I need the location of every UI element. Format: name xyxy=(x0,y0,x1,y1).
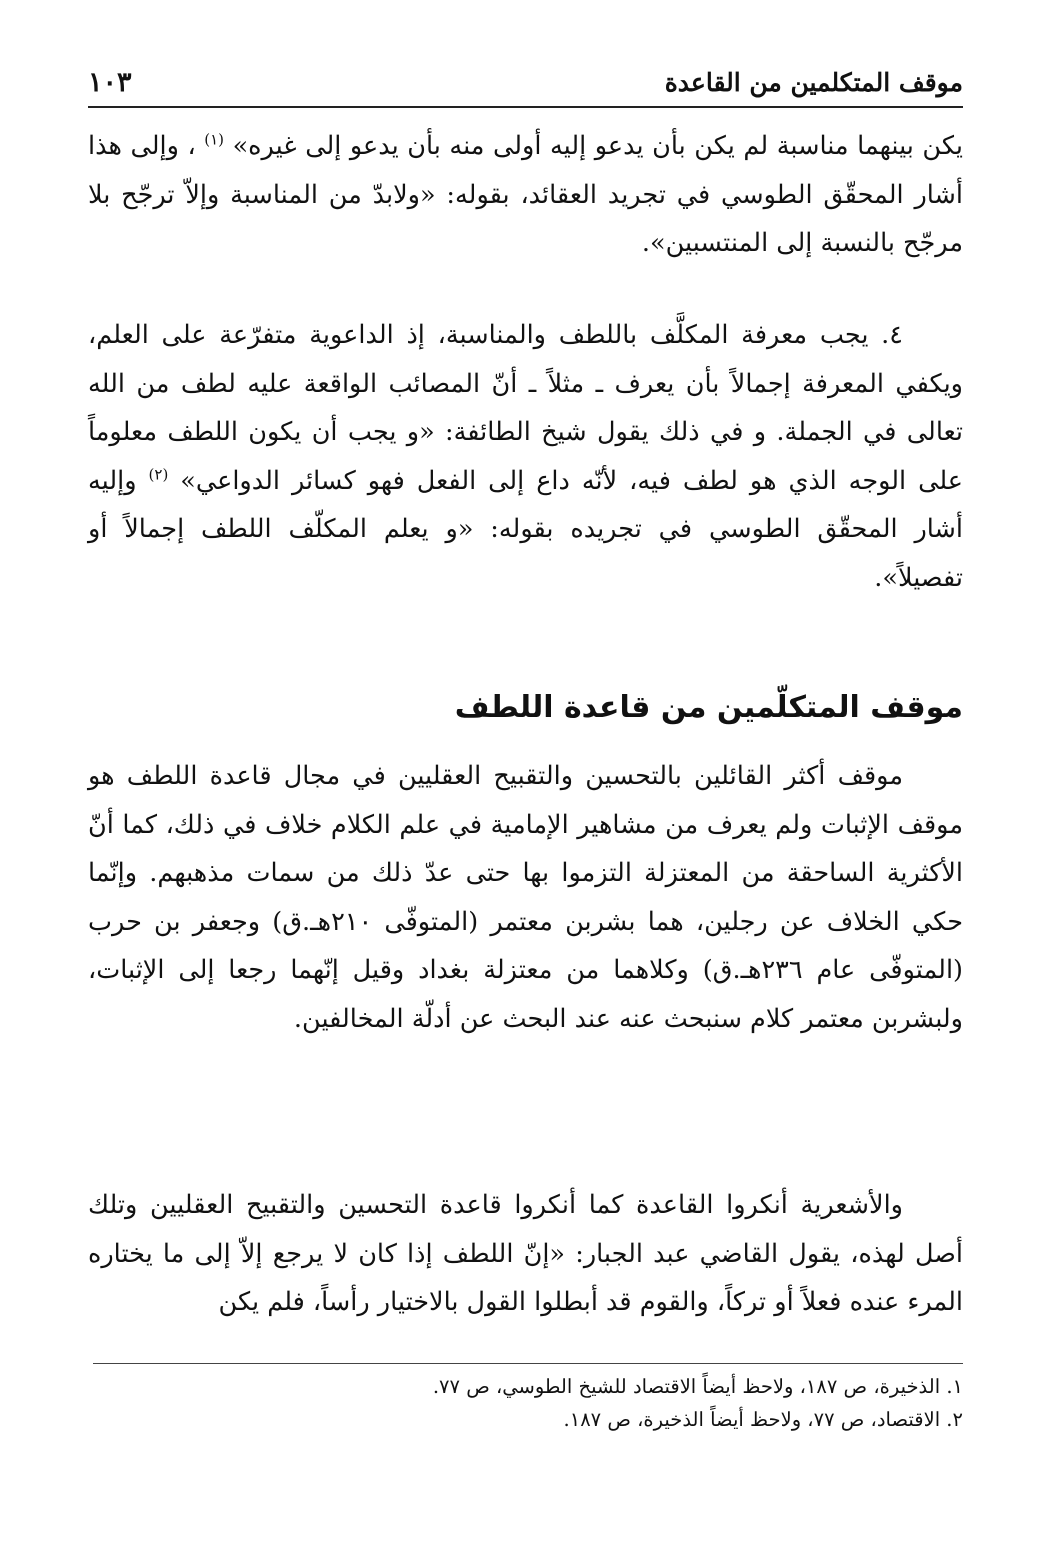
footnote-divider xyxy=(93,1363,963,1364)
paragraph-point-4 xyxy=(88,311,963,602)
footnote-ref-1: (١) xyxy=(204,130,225,149)
paragraph-text: والأشعرية أنكروا القاعدة كما أنكروا قاعدة التحسين والتقبيح العقليين وتلك أصل لهذه، يقول القاضي عبد الجبار: «إنّ اللطف إذا كان لا يرجع إلاّ إلى ما يختاره المرء عنده فعلاً أو تركاً، والقوم قد أبطلوا القول بالاختيار رأساً، فلم يكن xyxy=(88,1190,963,1317)
paragraph-text: يكن بينهما مناسبة لم يكن بأن يدعو إليه أولى منه بأن يدعو إلى غيره» xyxy=(232,131,964,161)
footnotes xyxy=(88,1370,963,1436)
paragraph-positions xyxy=(88,752,963,1043)
section-heading: موقف المتكلّمين من قاعدة اللطف xyxy=(454,690,963,725)
running-title: موقف المتكلمين من القاعدة xyxy=(664,67,963,97)
page-number: ١٠٣ xyxy=(88,66,132,98)
footnote-ref-2: (٢) xyxy=(148,465,169,483)
footnote-1: ١. الذخيرة، ص ١٨٧، ولاحظ أيضاً الاقتصاد للشيخ الطوسي، ص ٧٧. xyxy=(432,1375,963,1398)
paragraph-text: وإليه أشار المحقّق الطوسي في تجريده بقوله: «و يعلم المكلّف اللطف إجمالاً أو تفصيلاً». xyxy=(88,465,963,593)
paragraph-text: ٤. يجب معرفة المكلَّف باللطف والمناسبة، إذ الداعوية متفرّعة على العلم، ويكفي المعرفة إجمالاً بأن يعرف ـ مثلاً ـ أنّ المصائب الواقعة عليه لطف من الله تعالى في الجملة. و في ذلك يقول شيخ الطائفة: «و يجب أن يكون اللطف معلوماً على الوجه الذي هو لطف فيه، لأنّه داع إلى الفعل فهو كسائر الدواعي» xyxy=(88,320,963,496)
running-header xyxy=(88,58,963,108)
footnote-2: ٢. الاقتصاد، ص ٧٧، ولاحظ أيضاً الذخيرة، ص ١٨٧. xyxy=(563,1408,963,1431)
paragraph-text: ، وإلى هذا أشار المحقّق الطوسي في تجريد العقائد، بقوله: «ولابدّ من المناسبة وإلاّ ترجّح بلا مرجّح بالنسبة إلى المنتسبين». xyxy=(88,131,963,258)
paragraph-ashariyya xyxy=(88,1181,963,1327)
paragraph-continuation xyxy=(88,122,963,268)
paragraph-text: موقف أكثر القائلين بالتحسين والتقبيح العقليين في مجال قاعدة اللطف هو موقف الإثبات ولم يعرف من مشاهير الإمامية في علم الكلام خلاف في ذلك، كما أنّ الأكثرية الساحقة من المعتزلة التزموا بها حتى عدّ ذلك من سمات مذهبهم. وإنّما حكي الخلاف عن رجلين، هما بشربن معتمر (المتوفّى ٢١٠هـ.ق) وجعفر بن حرب (المتوفّى عام ٢٣٦هـ.ق) وكلاهما من معتزلة بغداد وقيل إنّهما رجعا إلى الإثبات، ولبشربن معتمر كلام سنبحث عنه عند البحث عن أدلّة المخالفين. xyxy=(88,761,963,1034)
